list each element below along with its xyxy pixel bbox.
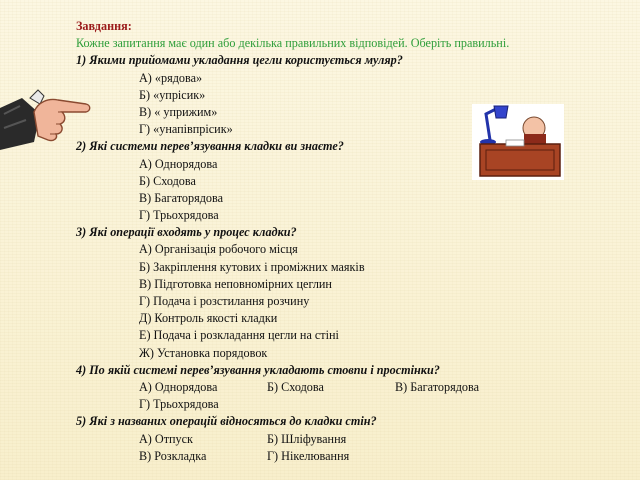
option-2-d: Г) Трьохрядова — [139, 208, 219, 223]
option-3-d: Г) Подача і розстилання розчину — [139, 294, 310, 308]
option-3-e: Д) Контроль якості кладки — [139, 311, 278, 326]
question-4: 4) По якій системі перев’язування укладають стовпи і простінки? — [76, 362, 440, 377]
option-1-c: В) « уприжим» — [139, 104, 218, 119]
question-5: 5) Які з названих операцій відносяться до кладки стін? — [76, 414, 377, 429]
option-3-c: В) Підготовка неповномірних цеглин — [139, 276, 332, 291]
option-1-b: Б) «упрісик» — [139, 87, 206, 102]
task-content — [76, 18, 616, 465]
option-3-g: Ж) Установка порядовок — [139, 345, 268, 360]
option-4-c: В) Багаторядова — [395, 379, 479, 394]
option-5-c: В) Розкладка — [139, 448, 207, 463]
option-1-d: Г) «унапівпрісик» — [139, 122, 233, 137]
options-5-row-1 — [76, 431, 616, 448]
task-title: Завдання: — [76, 19, 132, 33]
option-1-a: А) «рядова» — [139, 70, 203, 85]
option-5-a: А) Отпуск — [139, 431, 193, 446]
option-3-b: Б) Закріплення кутових і проміжних маяків — [139, 259, 365, 274]
option-3-a: А) Організація робочого місця — [139, 242, 298, 257]
question-3: 3) Які операції входять у процес кладки? — [76, 225, 297, 240]
option-4-b: Б) Сходова — [267, 379, 324, 394]
question-2: 2) Які системи перев’язування кладки ви знаєте? — [76, 139, 344, 154]
option-3-f: Е) Подача і розкладання цегли на стіні — [139, 328, 339, 343]
options-5-row-2 — [76, 448, 616, 465]
option-5-d: Г) Нікелювання — [267, 448, 350, 463]
option-2-a: А) Однорядова — [139, 156, 218, 171]
option-5-b: Б) Шліфування — [267, 431, 347, 446]
options-4-row-1 — [76, 379, 616, 396]
option-2-b: Б) Сходова — [139, 173, 196, 188]
option-2-c: В) Багаторядова — [139, 190, 223, 205]
option-4-a: А) Однорядова — [139, 379, 218, 394]
question-1: 1) Якими прийомами укладання цегли користується муляр? — [76, 53, 403, 68]
option-4-d: Г) Трьохрядова — [139, 397, 219, 412]
task-instruction: Кожне запитання має один або декілька правильних відповідей. Оберіть правильні. — [76, 36, 510, 51]
